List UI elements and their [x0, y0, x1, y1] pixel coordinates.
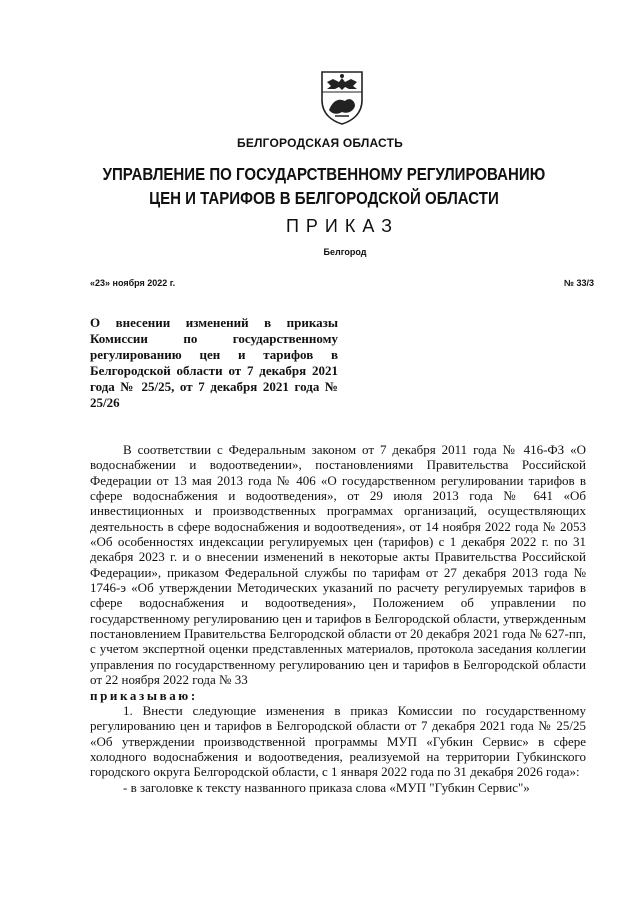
agency-name-line2: ЦЕН И ТАРИФОВ В БЕЛГОРОДСКОЙ ОБЛАСТИ — [149, 188, 499, 208]
document-subject: О внесении изменений в приказы Комиссии по государственному регулированию цен и тарифов в Белгородской области от 7 декабря 2021 года № 25/25, от 7 декабря 2021 года № 25/26 — [90, 315, 338, 410]
document-number: № 33/3 — [563, 278, 594, 288]
item-1-paragraph: 1. Внести следующие изменения в приказ Комиссии по государственному регулированию цен и тарифов в Белгородской области от 7 декабря 2021 года № 25/25 «Об утверждении производственной программы МУП «Губкин Сервис» в сфере холодного водоснабжения и водоотведения, реализуемой на территории Губкинского городского округа Белгородской области, с 1 января 2022 года по 31 декабря 2026 года»: — [90, 702, 586, 780]
document-body — [90, 442, 586, 795]
region-title: БЕЛГОРОДСКАЯ ОБЛАСТЬ — [237, 136, 403, 150]
document-date: «23» ноября 2022 г. — [90, 278, 176, 288]
decree-word: приказываю: — [90, 687, 198, 703]
city: Белгород — [323, 247, 367, 257]
agency-name-line1: УПРАВЛЕНИЕ ПО ГОСУДАРСТВЕННОМУ РЕГУЛИРОВАНИЮ — [102, 164, 546, 184]
coat-of-arms-icon — [319, 70, 365, 125]
preamble-paragraph: В соответствии с Федеральным законом от 7 декабря 2011 года № 416-ФЗ «О водоснабжении и водоотведении», постановлениями Правительства Российской Федерации от 13 мая 2013 года № 406 «О государственном регулировании тарифов в сфере водоснабжения и водоотведения», от 29 июля 2013 года № 641 «Об инвестиционных и производственных программах организаций, осуществляющих деятельность в сфере водоснабжения и водоотведения», от 14 ноября 2022 года № 2053 «Об особенностях индексации регулируемых цен (тарифов) с 1 декабря 2022 г. по 31 декабря 2023 г. и о внесении изменений в некоторые акты Правительства Российской Федерации», приказом Федеральной службы по тарифам от 27 декабря 2013 года № 1746-э «Об утверждении Методических указаний по расчету регулируемых тарифов в сфере водоснабжения и водоотведения», Положением об управлении по государственному регулированию цен и тарифов в Белгородской области, утвержденным постановлением Правительства Белгородской области от 20 декабря 2021 года № 627-пп, с учетом экспертной оценки представленных материалов, протокола заседания коллегии управления по государственному регулированию цен и тарифов в Белгородской области от 22 ноября 2022 года № 33 — [90, 442, 586, 688]
agency-name — [49, 162, 599, 210]
item-1-subitem: - в заголовке к тексту названного приказа слова «МУП "Губкин Сервис"» — [123, 779, 530, 795]
document-type: ПРИКАЗ — [285, 216, 400, 236]
